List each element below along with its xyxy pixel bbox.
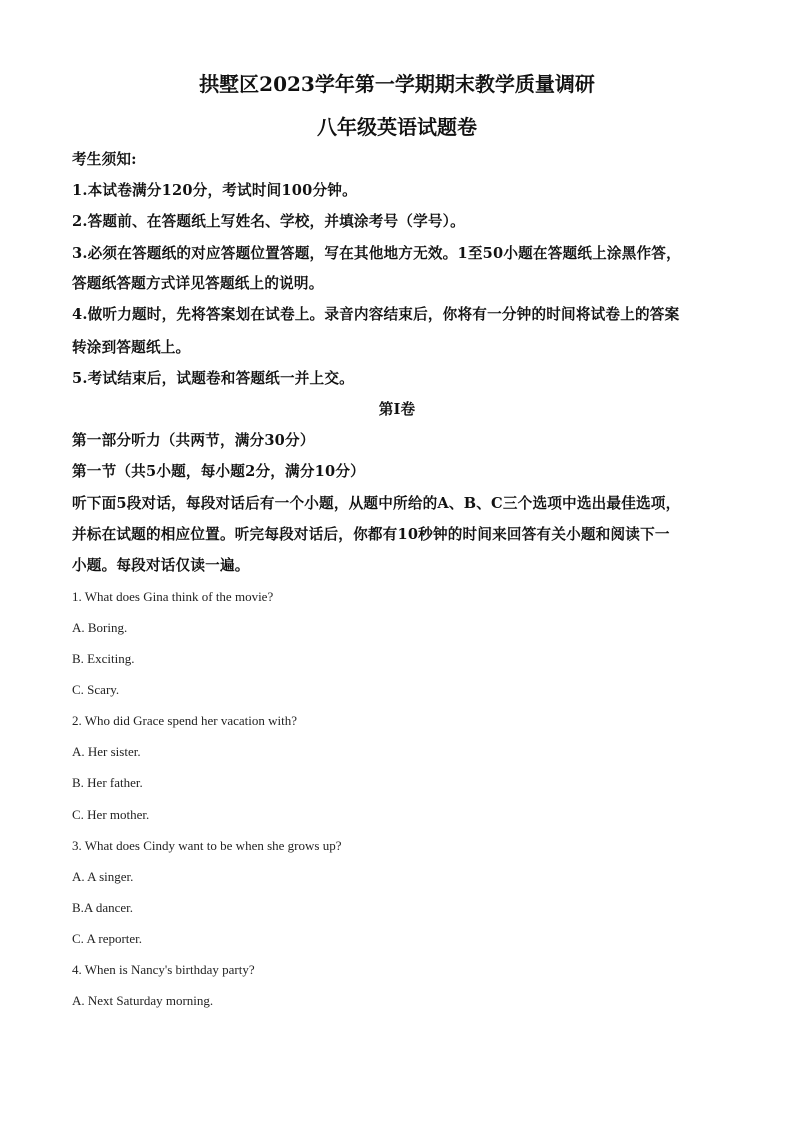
instructions-line-3: 小题。每段对话仅读一遍。 xyxy=(72,557,250,574)
question-4-option-a: A. Next Saturday morning. xyxy=(72,993,214,1008)
notice-item-5: 5.考试结束后，试题卷和答题纸一并上交。 xyxy=(72,370,354,387)
notice-heading: 考生须知: xyxy=(72,151,137,168)
question-3-stem: 3. What does Cindy want to be when she grows up? xyxy=(72,838,342,853)
notice-item-1: 1.本试卷满分120分，考试时间100分钟。 xyxy=(72,182,357,199)
question-3-option-b: B.A dancer. xyxy=(72,900,134,915)
notice-item-2: 2.答题前、在答题纸上写姓名、学校，并填涂考号（学号）。 xyxy=(72,213,465,230)
question-3-option-c: C. A reporter. xyxy=(72,931,143,946)
question-1-stem: 1. What does Gina think of the movie? xyxy=(72,589,274,604)
exam-title: 拱墅区2023学年第一学期期末教学质量调研 xyxy=(199,72,595,96)
part1-heading: 第一部分听力（共两节，满分30分） xyxy=(72,432,315,449)
question-3-option-a: A. A singer. xyxy=(72,869,134,884)
notice-item-3-cont: 答题纸答题方式详见答题纸上的说明。 xyxy=(72,275,324,292)
question-2-option-b: B. Her father. xyxy=(72,775,143,790)
question-2-option-a: A. Her sister. xyxy=(72,744,141,759)
question-4-stem: 4. When is Nancy's birthday party? xyxy=(72,962,255,977)
volume-heading: 第I卷 xyxy=(378,401,416,418)
question-1-option-c: C. Scary. xyxy=(72,682,120,697)
question-2-stem: 2. Who did Grace spend her vacation with? xyxy=(72,713,298,728)
notice-item-4-cont: 转涂到答题纸上。 xyxy=(72,339,191,356)
question-1-option-a: A. Boring. xyxy=(72,620,128,635)
instructions-line-2: 并标在试题的相应位置。听完每段对话后，你都有10秒钟的时间来回答有关小题和阅读下一 xyxy=(72,526,670,543)
section1-heading: 第一节（共5小题，每小题2分，满分10分） xyxy=(72,463,365,480)
notice-item-3: 3.必须在答题纸的对应答题位置答题，写在其他地方无效。1至50小题在答题纸上涂黑作答， xyxy=(72,245,681,262)
question-1-option-b: B. Exciting. xyxy=(72,651,135,666)
instructions-line-1: 听下面5段对话，每段对话后有一个小题，从题中所给的A、B、C三个选项中选出最佳选项， xyxy=(72,495,681,512)
exam-subtitle: 八年级英语试题卷 xyxy=(317,115,477,139)
notice-item-4: 4.做听力题时，先将答案划在试卷上。录音内容结束后，你将有一分钟的时间将试卷上的答案 xyxy=(72,306,680,323)
question-2-option-c: C. Her mother. xyxy=(72,807,150,822)
